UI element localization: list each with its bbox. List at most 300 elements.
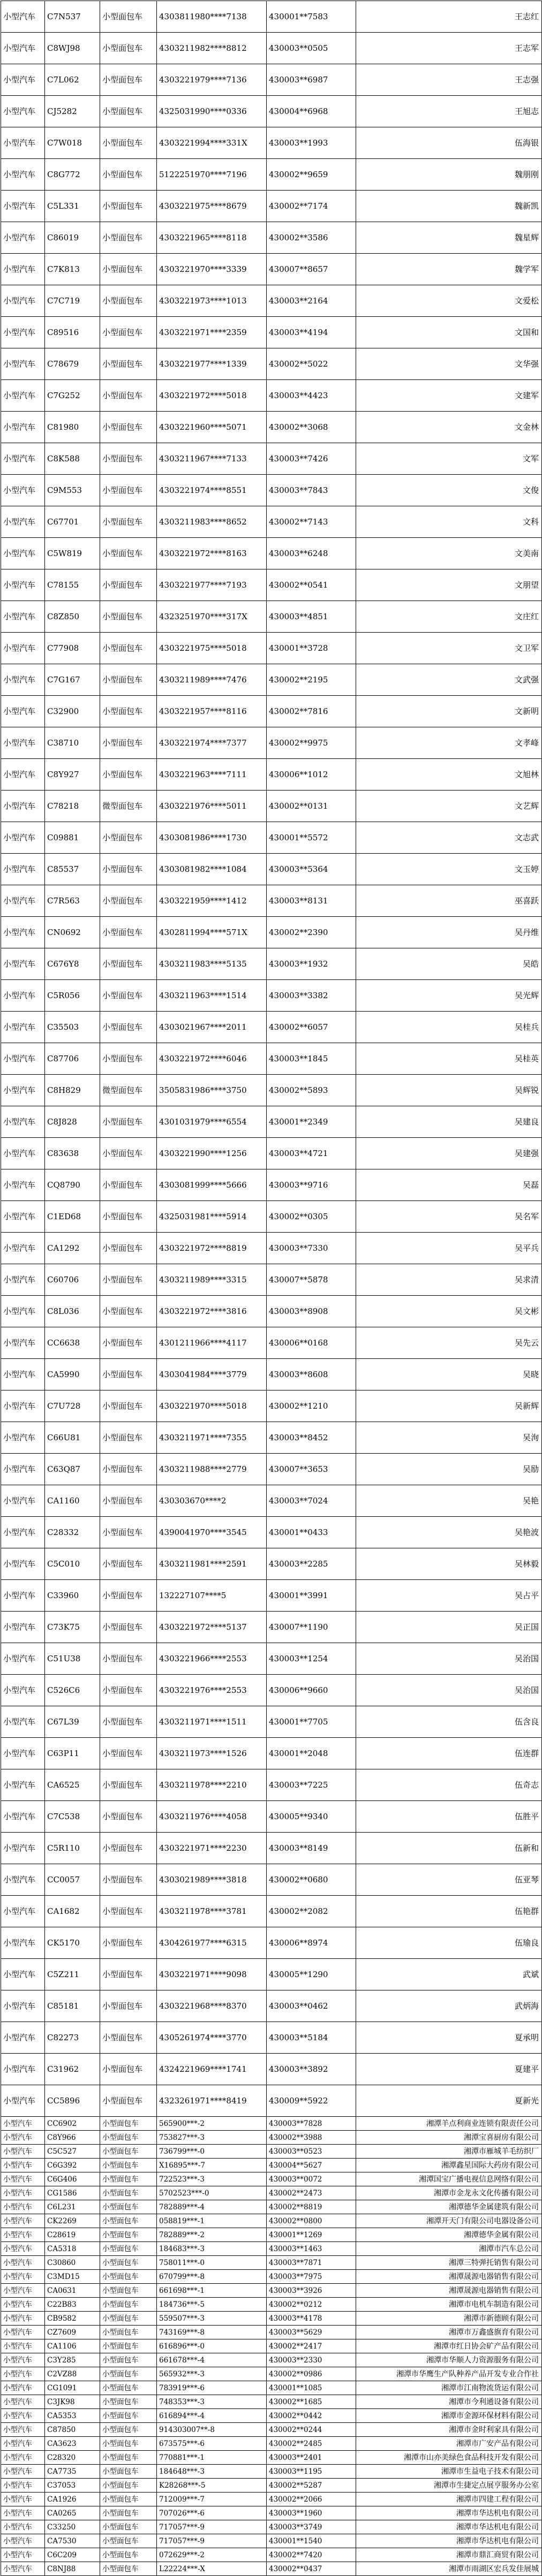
owner-name-cell: 吴光辉 [356, 980, 542, 1012]
id-number-cell: 4303211989****7476 [157, 664, 267, 696]
vehicle-type-cell: 小型面包车 [100, 2186, 157, 2200]
vehicle-class-cell: 小型汽车 [1, 443, 45, 475]
plate-number-cell: C7L062 [45, 64, 100, 96]
vehicle-type-cell: 小型面包车 [100, 2548, 157, 2562]
table-row [1, 822, 542, 854]
postal-code-cell: 430003**3892 [267, 2054, 356, 2085]
plate-number-cell: C83638 [45, 1138, 100, 1169]
owner-name-cell: 夏建平 [356, 2054, 542, 2085]
id-number-cell: K28268***-5 [157, 2479, 267, 2493]
plate-number-cell: C85181 [45, 1990, 100, 2022]
postal-code-cell: 430002**0442 [267, 2409, 356, 2423]
plate-number-cell: C3MD15 [45, 2270, 100, 2284]
id-number-cell: 4303221973****1013 [157, 285, 267, 317]
vehicle-type-cell: 小型面包车 [100, 2270, 157, 2284]
plate-number-cell: C37053 [45, 2479, 100, 2493]
id-number-cell: 4303021967****2011 [157, 1012, 267, 1043]
id-number-cell: 743169***-8 [157, 2326, 267, 2339]
id-number-cell: 4303221972****8819 [157, 1233, 267, 1264]
table-row [1, 2395, 542, 2409]
table-row [1, 64, 542, 96]
plate-number-cell: C7U728 [45, 1390, 100, 1422]
postal-code-cell: 430003**2164 [267, 285, 356, 317]
id-number-cell: 4323261971****8419 [157, 2085, 267, 2117]
owner-name-cell: 湘潭市华达机电有限公司 [356, 2534, 542, 2548]
postal-code-cell: 430002**8819 [267, 2200, 356, 2214]
owner-name-cell: 夏承明 [356, 2022, 542, 2054]
table-row [1, 664, 542, 696]
vehicle-type-cell: 微型面包车 [100, 1075, 157, 1106]
table-row [1, 1864, 542, 1896]
postal-code-cell: 430003**8149 [267, 1833, 356, 1864]
id-number-cell: 184648***-3 [157, 2465, 267, 2479]
vehicle-class-cell: 小型汽车 [1, 1201, 45, 1233]
postal-code-cell: 430003**0523 [267, 2145, 356, 2159]
id-number-cell: 4325031990****0336 [157, 96, 267, 127]
owner-name-cell: 王志军 [356, 33, 542, 64]
owner-name-cell: 湘潭德华金属有限公司 [356, 2228, 542, 2242]
plate-number-cell: C60706 [45, 1264, 100, 1296]
id-number-cell: 782889***-2 [157, 2228, 267, 2242]
id-number-cell: 4303211976****4058 [157, 1801, 267, 1833]
id-number-cell: L22224***-X [157, 2562, 267, 2576]
table-row [1, 2493, 542, 2506]
plate-number-cell: C63P11 [45, 1738, 100, 1769]
id-number-cell: 4303221979****7136 [157, 64, 267, 96]
id-number-cell: 783919***-6 [157, 2381, 267, 2395]
id-number-cell: 565932***-3 [157, 2367, 267, 2381]
vehicle-class-cell: 小型汽车 [1, 2270, 45, 2284]
plate-number-cell: CB9582 [45, 2312, 100, 2326]
vehicle-type-cell: 微型面包车 [100, 791, 157, 822]
vehicle-class-cell: 小型汽车 [1, 664, 45, 696]
plate-number-cell: C38710 [45, 727, 100, 759]
vehicle-class-cell: 小型汽车 [1, 2562, 45, 2576]
id-number-cell: 4303211989****3315 [157, 1264, 267, 1296]
plate-number-cell: C09881 [45, 822, 100, 854]
postal-code-cell: 430002**9975 [267, 727, 356, 759]
vehicle-class-cell: 小型汽车 [1, 2493, 45, 2506]
table-row [1, 2159, 542, 2172]
id-number-cell: 4303211983****8652 [157, 506, 267, 538]
vehicle-type-cell: 小型面包车 [100, 1422, 157, 1454]
vehicle-class-cell: 小型汽车 [1, 2242, 45, 2256]
vehicle-class-cell: 小型汽车 [1, 601, 45, 633]
id-number-cell: 782889***-4 [157, 2200, 267, 2214]
vehicle-class-cell: 小型汽车 [1, 2423, 45, 2437]
plate-number-cell: C63Q87 [45, 1454, 100, 1485]
vehicle-class-cell: 小型汽车 [1, 2409, 45, 2423]
table-row [1, 791, 542, 822]
owner-name-cell: 魏学军 [356, 254, 542, 285]
plate-number-cell: C33250 [45, 2520, 100, 2534]
table-row [1, 1106, 542, 1138]
vehicle-type-cell: 小型面包车 [100, 2256, 157, 2270]
postal-code-cell: 430002**3068 [267, 412, 356, 443]
postal-code-cell: 430003**0505 [267, 33, 356, 64]
postal-code-cell: 430001**7583 [267, 1, 356, 33]
postal-code-cell: 430003**0462 [267, 1990, 356, 2022]
id-number-cell: 4303221994****331X [157, 127, 267, 159]
vehicle-class-cell: 小型汽车 [1, 1106, 45, 1138]
vehicle-class-cell: 小型汽车 [1, 2312, 45, 2326]
vehicle-type-cell: 小型面包车 [100, 2367, 157, 2381]
owner-name-cell: 吴新辉 [356, 1390, 542, 1422]
table-row [1, 412, 542, 443]
id-number-cell: 4303081986****1730 [157, 822, 267, 854]
plate-number-cell: CC6902 [45, 2117, 100, 2131]
owner-name-cell: 文建军 [356, 380, 542, 412]
id-number-cell: 4303221966****2553 [157, 1643, 267, 1675]
owner-name-cell: 湘潭市鼎汇商贸有限公司 [356, 2548, 542, 2562]
postal-code-cell: 430003**4721 [267, 1138, 356, 1169]
table-row [1, 696, 542, 727]
postal-code-cell: 430005**1290 [267, 1959, 356, 1990]
vehicle-type-cell: 小型面包车 [100, 1548, 157, 1580]
id-number-cell: 712009***-7 [157, 2493, 267, 2506]
vehicle-class-cell: 小型汽车 [1, 1580, 45, 1612]
postal-code-cell: 430003**8908 [267, 1296, 356, 1327]
owner-name-cell: 吴林毅 [356, 1548, 542, 1580]
plate-number-cell: C28619 [45, 2228, 100, 2242]
table-row [1, 2270, 542, 2284]
owner-name-cell: 湘潭三特弹托销售有限公司 [356, 2256, 542, 2270]
plate-number-cell: CA7530 [45, 2534, 100, 2548]
table-row [1, 854, 542, 885]
id-number-cell: 4303221971****2359 [157, 317, 267, 348]
id-number-cell: 4303221971****9098 [157, 1959, 267, 1990]
owner-name-cell: 吴桂英 [356, 1043, 542, 1075]
id-number-cell: 770881***-1 [157, 2451, 267, 2465]
postal-code-cell: 430007**5878 [267, 1264, 356, 1296]
vehicle-class-cell: 小型汽车 [1, 1075, 45, 1106]
owner-name-cell: 王志强 [356, 64, 542, 96]
plate-number-cell: C51U38 [45, 1643, 100, 1675]
vehicle-class-cell: 小型汽车 [1, 538, 45, 569]
vehicle-type-cell: 小型面包车 [100, 2339, 157, 2353]
id-number-cell: 661698***-1 [157, 2284, 267, 2298]
postal-code-cell: 430001**1269 [267, 2228, 356, 2242]
id-number-cell: 4303211978****2210 [157, 1769, 267, 1801]
table-row [1, 1043, 542, 1075]
vehicle-type-cell: 小型面包车 [100, 1990, 157, 2022]
owner-name-cell: 文武强 [356, 664, 542, 696]
table-row [1, 1769, 542, 1801]
id-number-cell: 4390041970****3545 [157, 1517, 267, 1548]
vehicle-class-cell: 小型汽车 [1, 727, 45, 759]
postal-code-cell: 430002**3988 [267, 2131, 356, 2145]
owner-name-cell: 伍艳群 [356, 1896, 542, 1927]
vehicle-class-cell: 小型汽车 [1, 2186, 45, 2200]
vehicle-class-cell: 小型汽车 [1, 1927, 45, 1959]
postal-code-cell: 430003**3382 [267, 980, 356, 1012]
table-row [1, 917, 542, 948]
vehicle-type-cell: 小型面包车 [100, 1517, 157, 1548]
id-number-cell: 132227107****5 [157, 1580, 267, 1612]
postal-code-cell: 430002**2066 [267, 2493, 356, 2506]
table-row [1, 2172, 542, 2186]
owner-name-cell: 湘潭市雨湖区宏兵发佳展城 [356, 2562, 542, 2576]
table-row [1, 1990, 542, 2022]
table-row [1, 1833, 542, 1864]
table-row [1, 1454, 542, 1485]
vehicle-type-cell: 小型面包车 [100, 2409, 157, 2423]
table-row [1, 348, 542, 380]
owner-name-cell: 吴艳 [356, 1485, 542, 1517]
vehicle-type-cell: 小型面包车 [100, 2085, 157, 2117]
document-page [0, 1, 542, 2573]
vehicle-type-cell: 小型面包车 [100, 2022, 157, 2054]
vehicle-class-cell: 小型汽车 [1, 1422, 45, 1454]
table-row [1, 380, 542, 412]
plate-number-cell: C5C527 [45, 2145, 100, 2159]
owner-name-cell: 湘潭德华金属建筑有限公司 [356, 2200, 542, 2214]
postal-code-cell: 430001**3728 [267, 633, 356, 664]
id-number-cell: 4303221975****8679 [157, 191, 267, 222]
vehicle-type-cell: 小型面包车 [100, 2381, 157, 2395]
plate-number-cell: C66U81 [45, 1422, 100, 1454]
vehicle-class-cell: 小型汽车 [1, 1517, 45, 1548]
vehicle-class-cell: 小型汽车 [1, 1296, 45, 1327]
owner-name-cell: 吴平兵 [356, 1233, 542, 1264]
vehicle-class-cell: 小型汽车 [1, 1485, 45, 1517]
id-number-cell: 4303221972****3816 [157, 1296, 267, 1327]
plate-number-cell: C31962 [45, 2054, 100, 2085]
plate-number-cell: CA1292 [45, 1233, 100, 1264]
table-row [1, 633, 542, 664]
vehicle-type-cell: 小型面包车 [100, 1169, 157, 1201]
plate-number-cell: CA1106 [45, 2339, 100, 2353]
vehicle-type-cell: 小型面包车 [100, 506, 157, 538]
postal-code-cell: 430002**2082 [267, 1896, 356, 1927]
plate-number-cell: C9M553 [45, 475, 100, 506]
vehicle-class-cell: 小型汽车 [1, 2395, 45, 2409]
plate-number-cell: C33960 [45, 1580, 100, 1612]
owner-name-cell: 湘潭市金源环保材料有限公司 [356, 2409, 542, 2423]
vehicle-type-cell: 小型面包车 [100, 822, 157, 854]
plate-number-cell: C86019 [45, 222, 100, 254]
vehicle-class-cell: 小型汽车 [1, 348, 45, 380]
vehicle-type-cell: 小型面包车 [100, 2520, 157, 2534]
table-row [1, 2312, 542, 2326]
owner-name-cell: 伍奇志 [356, 1769, 542, 1801]
vehicle-class-cell: 小型汽车 [1, 2534, 45, 2548]
postal-code-cell: 430003**8131 [267, 885, 356, 917]
vehicle-type-cell: 小型面包车 [100, 2465, 157, 2479]
postal-code-cell: 430009**5922 [267, 2085, 356, 2117]
postal-code-cell: 430007**1190 [267, 1612, 356, 1643]
vehicle-type-cell: 小型面包车 [100, 759, 157, 791]
owner-name-cell: 文金林 [356, 412, 542, 443]
id-number-cell: 914303007**-8 [157, 2423, 267, 2437]
table-row [1, 2022, 542, 2054]
table-row [1, 1485, 542, 1517]
plate-number-cell: C7R563 [45, 885, 100, 917]
owner-name-cell: 吴洵 [356, 1422, 542, 1454]
owner-name-cell: 文朋望 [356, 569, 542, 601]
vehicle-type-cell: 小型面包车 [100, 1390, 157, 1422]
vehicle-class-cell: 小型汽车 [1, 96, 45, 127]
vehicle-class-cell: 小型汽车 [1, 980, 45, 1012]
vehicle-type-cell: 小型面包车 [100, 2298, 157, 2312]
vehicle-class-cell: 小型汽车 [1, 1043, 45, 1075]
plate-number-cell: C8K588 [45, 443, 100, 475]
vehicle-type-cell: 小型面包车 [100, 2326, 157, 2339]
id-number-cell: 4303221990****1256 [157, 1138, 267, 1169]
vehicle-type-cell: 小型面包车 [100, 1612, 157, 1643]
plate-number-cell: C67701 [45, 506, 100, 538]
postal-code-cell: 430003**3749 [267, 2520, 356, 2534]
owner-name-cell: 湘潭国宝广播电视信息网络有限公司 [356, 2172, 542, 2186]
vehicle-class-cell: 小型汽车 [1, 1738, 45, 1769]
table-row [1, 2298, 542, 2312]
vehicle-type-cell: 小型面包车 [100, 601, 157, 633]
id-number-cell: 4303211982****8812 [157, 33, 267, 64]
id-number-cell: 661678***-4 [157, 2353, 267, 2367]
id-number-cell: 4303221972****6046 [157, 1043, 267, 1075]
id-number-cell: 4323251970****317X [157, 601, 267, 633]
owner-name-cell: 文美南 [356, 538, 542, 569]
owner-name-cell: 文艺辉 [356, 791, 542, 822]
id-number-cell: 4301031979****6554 [157, 1106, 267, 1138]
id-number-cell: 4303221959****1412 [157, 885, 267, 917]
vehicle-type-cell: 小型面包车 [100, 191, 157, 222]
vehicle-type-cell: 小型面包车 [100, 254, 157, 285]
postal-code-cell: 430003**5629 [267, 2326, 356, 2339]
id-number-cell: 4303211978****3781 [157, 1896, 267, 1927]
postal-code-cell: 430002**0131 [267, 791, 356, 822]
postal-code-cell: 430002**5022 [267, 348, 356, 380]
vehicle-type-cell: 小型面包车 [100, 2493, 157, 2506]
postal-code-cell: 430003**2330 [267, 2353, 356, 2367]
postal-code-cell: 430001**2349 [267, 1106, 356, 1138]
vehicle-class-cell: 小型汽车 [1, 2228, 45, 2242]
vehicle-type-cell: 小型面包车 [100, 1801, 157, 1833]
vehicle-class-cell: 小型汽车 [1, 64, 45, 96]
vehicle-type-cell: 小型面包车 [100, 2242, 157, 2256]
postal-code-cell: 430002**0986 [267, 2367, 356, 2381]
postal-code-cell: 430003**7225 [267, 1769, 356, 1801]
vehicle-class-cell: 小型汽车 [1, 2054, 45, 2085]
plate-number-cell: C3JK98 [45, 2395, 100, 2409]
table-row [1, 1138, 542, 1169]
vehicle-class-cell: 小型汽车 [1, 1896, 45, 1927]
postal-code-cell: 430002**0437 [267, 2562, 356, 2576]
vehicle-class-cell: 小型汽车 [1, 633, 45, 664]
table-row [1, 1012, 542, 1043]
vehicle-class-cell: 小型汽车 [1, 1675, 45, 1706]
vehicle-type-cell: 小型面包车 [100, 2131, 157, 2145]
vehicle-type-cell: 小型面包车 [100, 317, 157, 348]
owner-name-cell: 湘潭市山亦美绿色食品科技开发有限公司 [356, 2451, 542, 2465]
plate-number-cell: CA0265 [45, 2506, 100, 2520]
id-number-cell: 4303221971****2230 [157, 1833, 267, 1864]
owner-name-cell: 魏朋刚 [356, 159, 542, 191]
table-row [1, 2054, 542, 2085]
owner-name-cell: 伍亚琴 [356, 1864, 542, 1896]
vehicle-type-cell: 小型面包车 [100, 1359, 157, 1390]
table-row [1, 96, 542, 127]
table-row [1, 2326, 542, 2339]
vehicle-type-cell: 小型面包车 [100, 2228, 157, 2242]
postal-code-cell: 430002**7174 [267, 191, 356, 222]
vehicle-type-cell: 小型面包车 [100, 475, 157, 506]
owner-name-cell: 吴励 [356, 1454, 542, 1485]
vehicle-type-cell: 小型面包车 [100, 348, 157, 380]
id-number-cell: 4303221965****8118 [157, 222, 267, 254]
owner-name-cell: 吴丹维 [356, 917, 542, 948]
vehicle-type-cell: 小型面包车 [100, 1580, 157, 1612]
postal-code-cell: 430003**4423 [267, 380, 356, 412]
table-row [1, 254, 542, 285]
table-row [1, 569, 542, 601]
vehicle-class-cell: 小型汽车 [1, 475, 45, 506]
vehicle-class-cell: 小型汽车 [1, 1327, 45, 1359]
vehicle-class-cell: 小型汽车 [1, 2214, 45, 2228]
plate-number-cell: C85537 [45, 854, 100, 885]
plate-number-cell: C82273 [45, 2022, 100, 2054]
table-row [1, 1201, 542, 1233]
owner-name-cell: 王旭志 [356, 96, 542, 127]
table-row [1, 191, 542, 222]
owner-name-cell: 吴治国 [356, 1643, 542, 1675]
plate-number-cell: CK5170 [45, 1927, 100, 1959]
vehicle-class-cell: 小型汽车 [1, 759, 45, 791]
plate-number-cell: CA1160 [45, 1485, 100, 1517]
postal-code-cell: 430001**1540 [267, 2534, 356, 2548]
plate-number-cell: C8WJ98 [45, 33, 100, 64]
id-number-cell: 717057***-9 [157, 2534, 267, 2548]
table-row [1, 2520, 542, 2534]
vehicle-type-cell: 小型面包车 [100, 1706, 157, 1738]
postal-code-cell: 430005**9340 [267, 1801, 356, 1833]
id-number-cell: 748353***-3 [157, 2395, 267, 2409]
owner-name-cell: 文旭林 [356, 759, 542, 791]
plate-number-cell: C6L231 [45, 2200, 100, 2214]
table-row [1, 2534, 542, 2548]
owner-name-cell: 文国和 [356, 317, 542, 348]
table-row [1, 2131, 542, 2145]
id-number-cell: 4303221976****5011 [157, 791, 267, 822]
vehicle-class-cell: 小型汽车 [1, 2367, 45, 2381]
id-number-cell: 4303211988****2779 [157, 1454, 267, 1485]
id-number-cell: 4303211971****7355 [157, 1422, 267, 1454]
vehicle-class-cell: 小型汽车 [1, 159, 45, 191]
table-row [1, 2145, 542, 2159]
id-number-cell: 4303041984****3779 [157, 1359, 267, 1390]
table-row [1, 1390, 542, 1422]
postal-code-cell: 430001**2048 [267, 1738, 356, 1769]
id-number-cell: 4303211963****1514 [157, 980, 267, 1012]
postal-code-cell: 430006**8974 [267, 1927, 356, 1959]
owner-name-cell: 王志红 [356, 1, 542, 33]
table-row [1, 1, 542, 33]
owner-name-cell: 吴晓 [356, 1359, 542, 1390]
plate-number-cell: C89516 [45, 317, 100, 348]
id-number-cell: 4324221969****1741 [157, 2054, 267, 2085]
postal-code-cell: 430001**7705 [267, 1706, 356, 1738]
table-row [1, 2200, 542, 2214]
owner-name-cell: 魏新凯 [356, 191, 542, 222]
postal-code-cell: 430003**1960 [267, 2506, 356, 2520]
plate-number-cell: C8Y966 [45, 2131, 100, 2145]
vehicle-type-cell: 小型面包车 [100, 443, 157, 475]
owner-name-cell: 伍胜平 [356, 1801, 542, 1833]
postal-code-cell: 430003**1845 [267, 1043, 356, 1075]
postal-code-cell: 430003**8608 [267, 1359, 356, 1390]
vehicle-class-cell: 小型汽车 [1, 2479, 45, 2493]
vehicle-class-cell: 小型汽车 [1, 1359, 45, 1390]
